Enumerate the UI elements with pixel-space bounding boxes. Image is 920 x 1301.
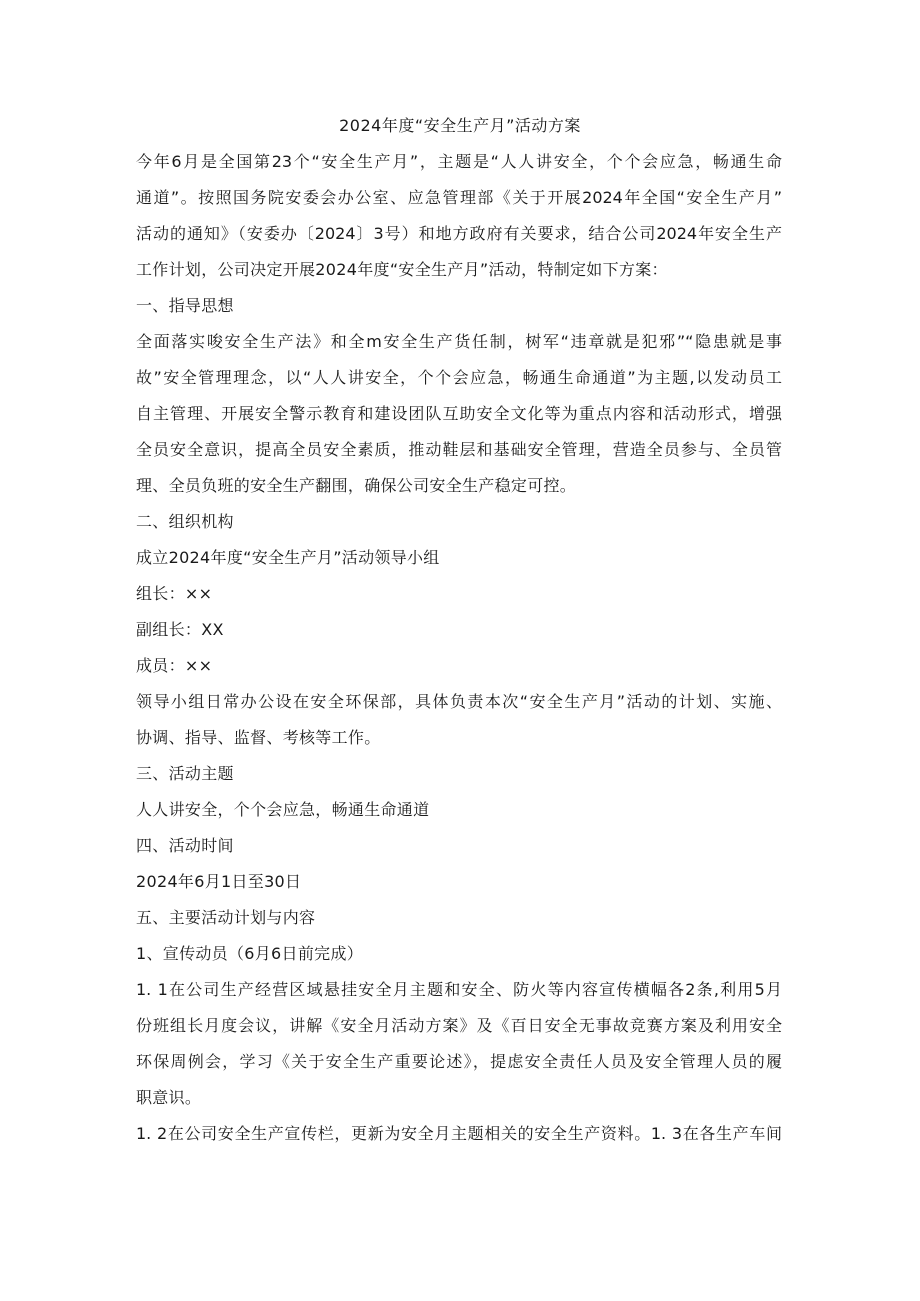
section-heading: 四、活动时间 [136,836,234,855]
paragraph-line: 自主管理、开展安全警示教育和建设团队互助安全文化等为重点内容和活动形式，增强 [136,404,782,423]
document-title: 2024年度“安全生产月”活动方案 [339,116,581,135]
paragraph-line: 全面落实唆安全生产法》和全m安全生产货任制，树军“违章就是犯邪”“隐患就是事 [136,332,782,351]
paragraph-line: 环保周例会，学习《关于安全生产重要论述》，提虑安全责任人员及安全管理人员的履 [136,1052,782,1071]
section-heading: 一、指导思想 [136,296,234,315]
leader-line: 组长：×× [136,584,213,603]
paragraph-line: 活动的通知》（安委办〔2024〕3号）和地方政府有关要求，结合公司2024年安全生产 [136,224,782,243]
paragraph-line: 1. 1在公司生产经营区域悬挂安全月主题和安全、防火等内容宣传横幅各2条,利用5月 [136,980,782,999]
subsection-heading: 1、宣传动员（6月6日前完成） [136,944,364,963]
paragraph-line: 协调、指导、监督、考核等工作。 [136,728,381,747]
paragraph-line: 理、全员负班的安全生产翻围，确保公司安全生产稳定可控。 [136,476,577,495]
paragraph-line: 1. 2在公司安全生产宣传栏，更新为安全月主题相关的安全生产资料。1. 3在各生产车间 [136,1124,782,1143]
paragraph-line: 故”安全管理理念，以“人人讲安全，个个会应急，畅通生命通道”为主题,以发动员工 [136,368,782,387]
section-heading: 三、活动主题 [136,764,234,783]
paragraph-line: 通道”。按照国务院安委会办公室、应急管理部《关于开展2024年全国“安全生产月” [136,188,782,207]
paragraph-line: 人人讲安全，个个会应急，畅通生命通道 [136,800,430,819]
paragraph-line: 今年6月是全国第23个“安全生产月”，主题是“人人讲安全，个个会应急，畅通生命 [136,152,782,171]
paragraph-line: 成立2024年度“安全生产月”活动领导小组 [136,548,440,567]
section-heading: 五、主要活动计划与内容 [136,908,316,927]
paragraph-line: 份班组长月度会议，讲解《安全月活动方案》及《百日安全无事故竞赛方案及利用安全 [136,1016,782,1035]
paragraph-line: 工作计划，公司决定开展2024年度“安全生产月”活动，特制定如下方案： [136,260,668,279]
paragraph-line: 领导小组日常办公设在安全环保部，具体负责本次“安全生产月”活动的计划、实施、 [136,692,782,711]
members-line: 成员：×× [136,656,213,675]
paragraph-line: 2024年6月1日至30日 [136,872,302,891]
deputy-leader-line: 副组长：XX [136,620,224,639]
paragraph-line: 全员安全意识，提高全员安全素质，推动鞋层和基础安全管理，营造全员参与、全员管 [136,440,782,459]
paragraph-line: 职意识。 [136,1088,202,1107]
section-heading: 二、组织机构 [136,512,234,531]
